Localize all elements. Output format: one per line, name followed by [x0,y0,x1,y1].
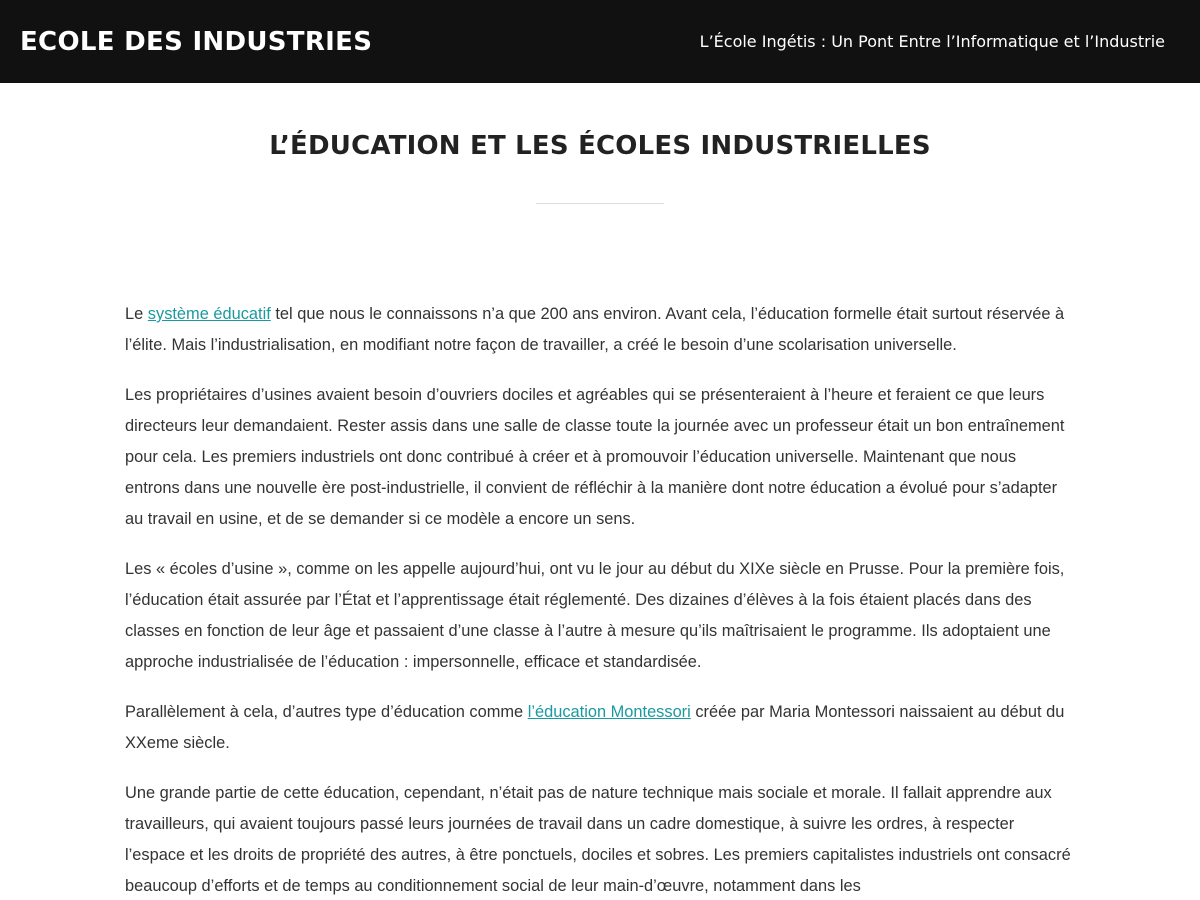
main-content [0,131,1200,900]
paragraph-4-text-start: Parallèlement à cela, d’autres type d’éducation comme [125,703,528,721]
page-title: L’ÉDUCATION ET LES ÉCOLES INDUSTRIELLES [269,131,931,161]
article-body [0,204,1200,900]
paragraph-2: Les propriétaires d’usines avaient besoin d’ouvriers dociles et agréables qui se présenteraient à l’heure et feraient ce que leurs directeurs leur demandaient. Rester assis dans une salle de classe toute la journée avec un professeur était un bon entraînement pour cela. Les premiers industriels ont donc contribué à créer et à promouvoir l’éducation universelle. Maintenant que nous entrons dans une nouvelle ère post-industrielle, il convient de réfléchir à la manière dont notre éducation a évolué pour s’adapter au travail en usine, et de se demander si ce modèle a encore un sens. [125,386,1065,528]
paragraph-4 [125,697,1075,759]
site-header [0,0,1200,83]
paragraph-3: Les « écoles d’usine », comme on les appelle aujourd’hui, ont vu le jour au début du XIXe siècle en Prusse. Pour la première fois, l’éducation était assurée par l’État et l’apprentissage était réglementé. Des dizaines d’élèves à la fois étaient placés dans des classes en fonction de leur âge et passaient d’une classe à l’autre à mesure qu’ils maîtrisaient le programme. Ils adoptaient une approche industrialisée de l’éducation : impersonnelle, efficace et standardisée. [125,560,1065,671]
paragraph-1-text-start: Le [125,305,148,323]
link-education-montessori[interactable]: l’éducation Montessori [527,703,691,721]
site-title-link[interactable]: ECOLE DES INDUSTRIES [20,26,373,57]
nav-link-ecole-ingetis[interactable]: L’École Ingétis : Un Pont Entre l’Informatique et l’Industrie [699,32,1165,51]
paragraph-1 [125,299,1075,361]
paragraph-4-text-end: créée par Maria Montessori naissaient au début du XXeme siècle. [125,703,1065,752]
paragraph-1-text-end: tel que nous le connaissons n’a que 200 ans environ. Avant cela, l’éducation formelle était surtout réservée à l’élite. Mais l’industrialisation, en modifiant notre façon de travailler, a créé le besoin d’une scolarisation universelle. [125,305,1065,354]
link-systeme-educatif[interactable]: système éducatif [147,305,271,323]
paragraph-5: Une grande partie de cette éducation, cependant, n’était pas de nature technique mais sociale et morale. Il fallait apprendre aux travailleurs, qui avaient toujours passé leurs journées de travail dans un cadre domestique, à suivre les ordres, à respecter l’espace et les droits de propriété des autres, à être ponctuels, dociles et sobres. Les premiers capitalistes industriels ont consacré beaucoup d’efforts et de temps au conditionnement social de leur main-d’œuvre, notamment dans les [125,784,1071,895]
